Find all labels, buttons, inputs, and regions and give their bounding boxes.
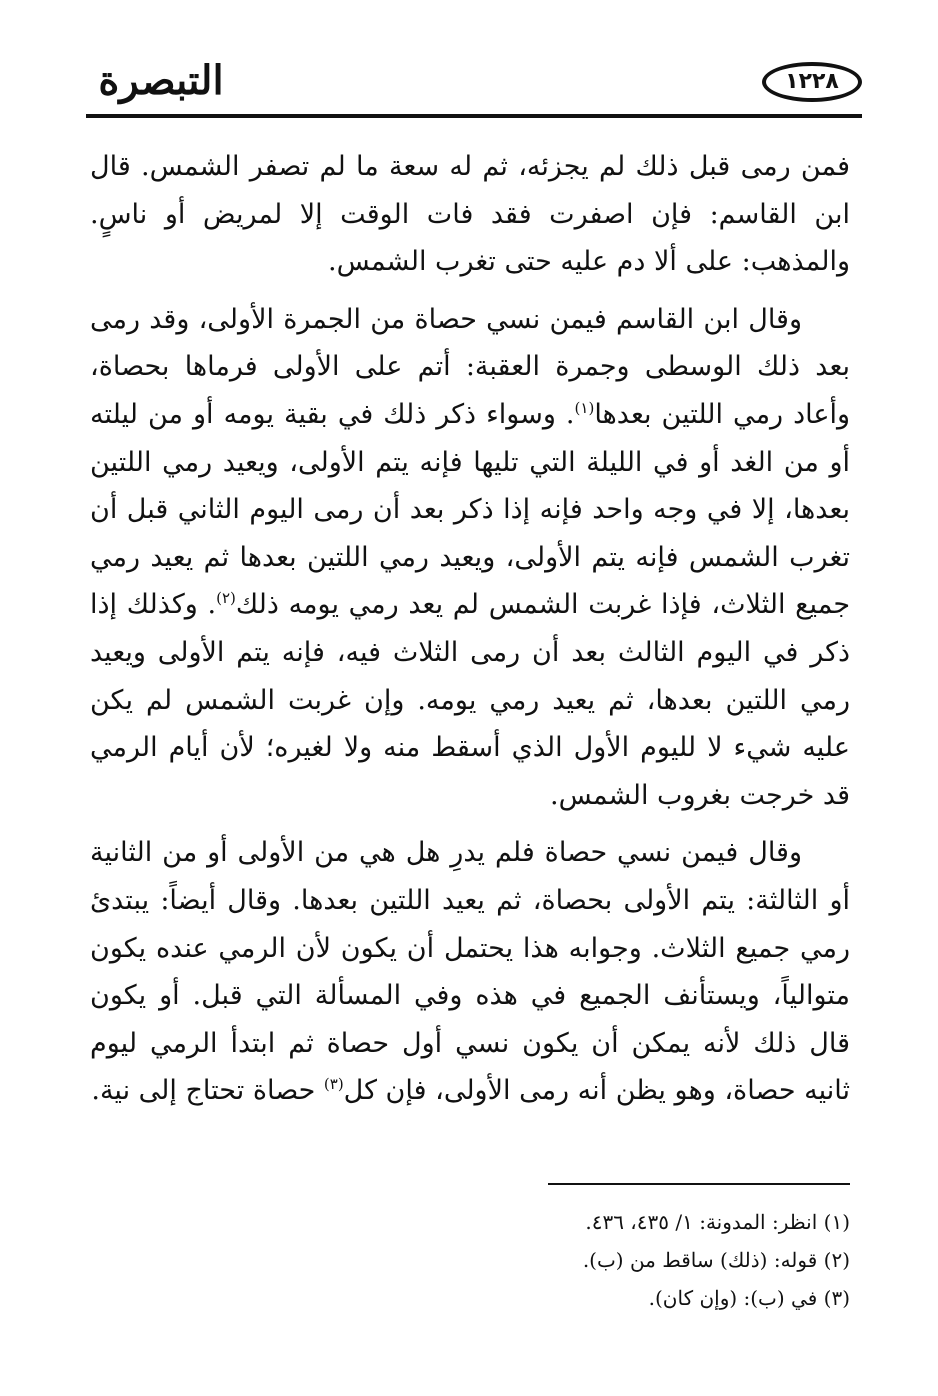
paragraph-text: وقال ابن القاسم فيمن نسي حصاة من الجمرة الأولى، وقد رمى بعد ذلك الوسطى وجمرة العقبة: أتم على الأولى فرماها بحصاة، وأعاد رمي اللتين بعدها — [90, 303, 850, 430]
book-title: التبصرة — [98, 57, 224, 104]
footnote-3: (٣) في (ب): (وإن كان). — [648, 1286, 850, 1310]
paragraph-3 — [90, 829, 850, 1115]
paragraph-text: فمن رمى قبل ذلك لم يجزئه، ثم له سعة ما لم تصفر الشمس. قال ابن القاسم: فإن اصفرت فقد فات الوقت إلا لمريض أو ناسٍ. والمذهب: على ألا دم عليه حتى تغرب الشمس. — [90, 151, 850, 278]
footnote-ref-3[interactable]: (٣) — [323, 1075, 344, 1094]
footnote-1: (١) انظر: المدونة: ١/ ٤٣٥، ٤٣٦. — [585, 1210, 850, 1234]
body-text — [90, 143, 850, 1115]
paragraph-1 — [90, 143, 850, 286]
page-number-badge: ١٢٢٨ — [762, 62, 862, 102]
page-header — [86, 50, 862, 120]
paragraph-text: حصاة تحتاج إلى نية. — [91, 1075, 324, 1107]
paragraph-text: وقال فيمن نسي حصاة فلم يدرِ هل هي من الأولى أو من الثانية أو الثالثة: يتم الأولى بحصاة، ثم يعيد اللتين بعدها. وقال أيضاً: يبتدئ رمي جميع الثلاث. وجوابه هذا يحتمل أن يكون لأن الرمي عنده يكون متوالياً، ويستأنف الجميع في هذه وفي المسألة التي قبل. أو يكون قال ذلك لأنه يمكن أن يكون نسي أول حصاة ثم ابتدأ الرمي ليوم ثانيه حصاة، وهو يظن أنه رمى الأولى، فإن كل — [90, 837, 850, 1107]
footnotes — [450, 1203, 850, 1317]
footnote-ref-2[interactable]: (٢) — [216, 589, 236, 608]
paragraph-2 — [90, 296, 850, 820]
paragraph-text: . وكذلك إذا ذكر في اليوم الثالث بعد أن رمى الثلاث فيه، فإنه يتم الأولى ويعيد رمي اللتين بعدها، ثم يعيد رمي يومه. وإن غربت الشمس لم يكن عليه شيء لا لليوم الأول الذي أسقط منه ولا لغيره؛ لأن أيام الرمي قد خرجت بغروب الشمس. — [90, 589, 850, 811]
footnote-separator — [548, 1183, 850, 1185]
footnote-2: (٢) قوله: (ذلك) ساقط من (ب). — [582, 1248, 850, 1272]
footnote-ref-1[interactable]: (١) — [574, 398, 595, 417]
header-rule — [86, 114, 862, 118]
paragraph-text: . وسواء ذكر ذلك في بقية يومه أو من ليلته أو من الغد أو في الليلة التي تليها فإنه يتم الأولى، ويعيد رمي اللتين بعدها، إلا في وجه واحد فإنه إذا ذكر بعد أن رمى اليوم الثاني قبل أن تغرب الشمس فإنه يتم الأولى، ويعيد رمي اللتين بعدها ثم يعيد رمي جميع الثلاث، فإذا غربت الشمس لم يعد رمي يومه ذلك — [90, 398, 851, 621]
